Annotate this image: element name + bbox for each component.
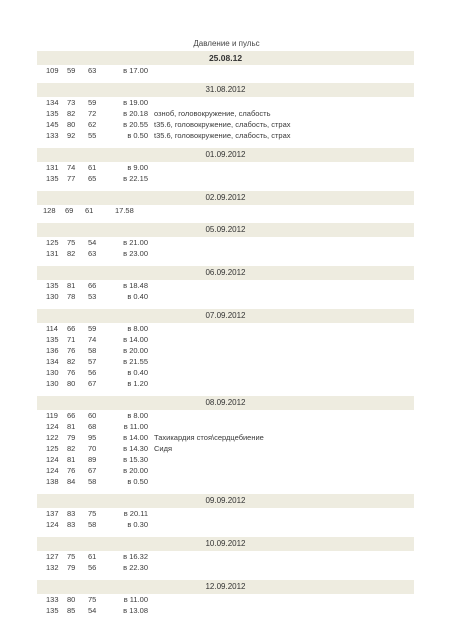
measurement-row bbox=[37, 378, 414, 389]
systolic-value: 136 bbox=[46, 346, 59, 355]
section-gap bbox=[37, 487, 414, 494]
time-value: в 14.30 bbox=[123, 444, 148, 453]
measurement-row bbox=[37, 508, 414, 519]
pulse-value: 61 bbox=[85, 206, 94, 215]
note-text: t35.6, головокружение, слабость, страх bbox=[154, 131, 291, 140]
diastolic-value: 69 bbox=[65, 206, 74, 215]
time-value: в 18.48 bbox=[123, 281, 148, 290]
diastolic-value: 85 bbox=[67, 606, 76, 615]
diastolic-value: 80 bbox=[67, 379, 76, 388]
section-gap bbox=[37, 530, 414, 537]
section-gap bbox=[37, 184, 414, 191]
diastolic-value: 76 bbox=[67, 346, 76, 355]
pulse-value: 58 bbox=[88, 346, 97, 355]
measurement-row bbox=[37, 291, 414, 302]
pulse-value: 75 bbox=[88, 509, 97, 518]
diastolic-value: 77 bbox=[67, 174, 76, 183]
measurement-row bbox=[37, 280, 414, 291]
pulse-value: 56 bbox=[88, 563, 97, 572]
time-value: в 19.00 bbox=[123, 98, 148, 107]
note-text: Тахикардия стоя\сердцебиение bbox=[154, 433, 264, 442]
section-gap bbox=[37, 216, 414, 223]
pulse-value: 63 bbox=[88, 249, 97, 258]
time-value: в 20.00 bbox=[123, 466, 148, 475]
pulse-value: 65 bbox=[88, 174, 97, 183]
time-value: в 22.15 bbox=[123, 174, 148, 183]
measurement-row bbox=[37, 476, 414, 487]
time-value: в 9.00 bbox=[127, 163, 148, 172]
systolic-value: 130 bbox=[46, 379, 59, 388]
systolic-value: 109 bbox=[46, 66, 59, 75]
systolic-value: 130 bbox=[46, 368, 59, 377]
diastolic-value: 82 bbox=[67, 357, 76, 366]
time-value: в 11.00 bbox=[123, 422, 148, 431]
measurement-row bbox=[37, 108, 414, 119]
time-value: в 0.30 bbox=[127, 520, 148, 529]
pulse-value: 63 bbox=[88, 66, 97, 75]
section-gap bbox=[37, 259, 414, 266]
measurement-row bbox=[37, 562, 414, 573]
diastolic-value: 74 bbox=[67, 163, 76, 172]
pulse-value: 72 bbox=[88, 109, 97, 118]
systolic-value: 138 bbox=[46, 477, 59, 486]
systolic-value: 145 bbox=[46, 120, 59, 129]
diastolic-value: 79 bbox=[67, 563, 76, 572]
time-value: в 20.11 bbox=[123, 509, 148, 518]
pulse-value: 95 bbox=[88, 433, 97, 442]
diastolic-value: 66 bbox=[67, 411, 76, 420]
systolic-value: 114 bbox=[46, 324, 58, 333]
systolic-value: 128 bbox=[43, 206, 56, 215]
diastolic-value: 82 bbox=[67, 109, 76, 118]
pulse-value: 54 bbox=[88, 606, 97, 615]
measurement-row bbox=[37, 551, 414, 562]
time-value: в 20.18 bbox=[123, 109, 148, 118]
time-value: в 21.55 bbox=[123, 357, 148, 366]
diastolic-value: 59 bbox=[67, 66, 76, 75]
diastolic-value: 80 bbox=[67, 120, 76, 129]
diastolic-value: 81 bbox=[67, 281, 76, 290]
diastolic-value: 83 bbox=[67, 520, 76, 529]
measurement-row bbox=[37, 173, 414, 184]
diastolic-value: 82 bbox=[67, 249, 76, 258]
date-header: 02.09.2012 bbox=[37, 191, 414, 205]
time-value: в 22.30 bbox=[123, 563, 148, 572]
pulse-value: 54 bbox=[88, 238, 97, 247]
diastolic-value: 82 bbox=[67, 444, 76, 453]
measurement-row bbox=[37, 594, 414, 605]
section-gap bbox=[37, 389, 414, 396]
measurement-row bbox=[37, 367, 414, 378]
diastolic-value: 83 bbox=[67, 509, 76, 518]
systolic-value: 131 bbox=[46, 249, 59, 258]
pulse-value: 56 bbox=[88, 368, 97, 377]
systolic-value: 124 bbox=[46, 520, 59, 529]
systolic-value: 135 bbox=[46, 281, 59, 290]
systolic-value: 124 bbox=[46, 455, 59, 464]
diastolic-value: 75 bbox=[67, 238, 76, 247]
pulse-value: 89 bbox=[88, 455, 97, 464]
pulse-value: 57 bbox=[88, 357, 97, 366]
systolic-value: 135 bbox=[46, 109, 59, 118]
time-value: в 17.00 bbox=[123, 66, 148, 75]
measurement-row bbox=[37, 519, 414, 530]
measurement-row bbox=[37, 130, 414, 141]
pulse-value: 67 bbox=[88, 379, 97, 388]
note-text: t35.6, головокружение, слабость, страх bbox=[154, 120, 291, 129]
section-gap bbox=[37, 302, 414, 309]
diastolic-value: 81 bbox=[67, 422, 76, 431]
pulse-value: 58 bbox=[88, 520, 97, 529]
date-header: 07.09.2012 bbox=[37, 309, 414, 323]
diastolic-value: 66 bbox=[67, 324, 76, 333]
time-value: в 8.00 bbox=[127, 324, 148, 333]
diastolic-value: 76 bbox=[67, 466, 76, 475]
diastolic-value: 71 bbox=[67, 335, 76, 344]
time-value: 17.58 bbox=[115, 206, 134, 215]
systolic-value: 133 bbox=[46, 595, 59, 604]
date-header: 09.09.2012 bbox=[37, 494, 414, 508]
systolic-value: 134 bbox=[46, 98, 59, 107]
date-header: 08.09.2012 bbox=[37, 396, 414, 410]
pulse-value: 59 bbox=[88, 324, 97, 333]
measurement-row bbox=[37, 454, 414, 465]
time-value: в 14.00 bbox=[123, 433, 148, 442]
systolic-value: 125 bbox=[46, 238, 59, 247]
systolic-value: 135 bbox=[46, 335, 59, 344]
pulse-value: 61 bbox=[88, 163, 97, 172]
time-value: в 16.32 bbox=[123, 552, 148, 561]
systolic-value: 135 bbox=[46, 606, 59, 615]
note-text: озноб, головокружение, слабость bbox=[154, 109, 271, 118]
diastolic-value: 79 bbox=[67, 433, 76, 442]
date-header: 12.09.2012 bbox=[37, 580, 414, 594]
date-header: 31.08.2012 bbox=[37, 83, 414, 97]
measurement-row bbox=[37, 65, 414, 76]
pulse-value: 58 bbox=[88, 477, 97, 486]
pulse-value: 68 bbox=[88, 422, 97, 431]
measurement-row bbox=[37, 334, 414, 345]
pulse-value: 66 bbox=[88, 281, 97, 290]
measurement-row bbox=[37, 323, 414, 334]
diastolic-value: 76 bbox=[67, 368, 76, 377]
section-gap bbox=[37, 76, 414, 83]
measurement-row bbox=[37, 465, 414, 476]
diastolic-value: 80 bbox=[67, 595, 76, 604]
measurement-row bbox=[37, 421, 414, 432]
systolic-value: 125 bbox=[46, 444, 59, 453]
measurements-table bbox=[37, 51, 414, 616]
systolic-value: 124 bbox=[46, 466, 59, 475]
systolic-value: 124 bbox=[46, 422, 59, 431]
time-value: в 0.50 bbox=[127, 131, 148, 140]
systolic-value: 127 bbox=[46, 552, 59, 561]
time-value: в 11.00 bbox=[123, 595, 148, 604]
measurement-row bbox=[37, 162, 414, 173]
diastolic-value: 78 bbox=[67, 292, 76, 301]
pulse-value: 55 bbox=[88, 131, 97, 140]
section-gap bbox=[37, 573, 414, 580]
time-value: в 0.50 bbox=[127, 477, 148, 486]
measurement-row bbox=[37, 605, 414, 616]
diastolic-value: 73 bbox=[67, 98, 76, 107]
time-value: в 13.08 bbox=[123, 606, 148, 615]
pulse-value: 60 bbox=[88, 411, 97, 420]
section-gap bbox=[37, 141, 414, 148]
diastolic-value: 92 bbox=[67, 131, 76, 140]
systolic-value: 131 bbox=[46, 163, 59, 172]
systolic-value: 132 bbox=[46, 563, 59, 572]
time-value: в 20.55 bbox=[123, 120, 148, 129]
systolic-value: 130 bbox=[46, 292, 59, 301]
pulse-value: 67 bbox=[88, 466, 97, 475]
systolic-value: 119 bbox=[46, 411, 58, 420]
date-header: 05.09.2012 bbox=[37, 223, 414, 237]
measurement-row bbox=[37, 119, 414, 130]
document-title: Давление и пульс bbox=[193, 39, 260, 48]
systolic-value: 135 bbox=[46, 174, 59, 183]
diastolic-value: 81 bbox=[67, 455, 76, 464]
measurement-row bbox=[37, 443, 414, 454]
measurement-row bbox=[37, 432, 414, 443]
measurement-row bbox=[37, 410, 414, 421]
pulse-value: 75 bbox=[88, 595, 97, 604]
time-value: в 1.20 bbox=[127, 379, 148, 388]
date-header: 01.09.2012 bbox=[37, 148, 414, 162]
date-header: 06.09.2012 bbox=[37, 266, 414, 280]
pulse-value: 62 bbox=[88, 120, 97, 129]
time-value: в 15.30 bbox=[123, 455, 148, 464]
date-header: 10.09.2012 bbox=[37, 537, 414, 551]
pulse-value: 70 bbox=[88, 444, 97, 453]
note-text: Сидя bbox=[154, 444, 173, 453]
systolic-value: 133 bbox=[46, 131, 59, 140]
diastolic-value: 75 bbox=[67, 552, 76, 561]
measurement-row bbox=[37, 237, 414, 248]
time-value: в 23.00 bbox=[123, 249, 148, 258]
measurement-row bbox=[37, 97, 414, 108]
time-value: в 20.00 bbox=[123, 346, 148, 355]
time-value: в 14.00 bbox=[123, 335, 148, 344]
pulse-value: 53 bbox=[88, 292, 97, 301]
pulse-value: 74 bbox=[88, 335, 97, 344]
time-value: в 8.00 bbox=[127, 411, 148, 420]
diastolic-value: 84 bbox=[67, 477, 76, 486]
date-header: 25.08.12 bbox=[37, 51, 414, 65]
time-value: в 0.40 bbox=[127, 292, 148, 301]
time-value: в 0.40 bbox=[127, 368, 148, 377]
pulse-value: 59 bbox=[88, 98, 97, 107]
measurement-row bbox=[37, 205, 414, 216]
systolic-value: 122 bbox=[46, 433, 59, 442]
measurement-row bbox=[37, 345, 414, 356]
time-value: в 21.00 bbox=[123, 238, 148, 247]
measurement-row bbox=[37, 248, 414, 259]
measurement-row bbox=[37, 356, 414, 367]
systolic-value: 137 bbox=[46, 509, 59, 518]
pulse-value: 61 bbox=[88, 552, 97, 561]
systolic-value: 134 bbox=[46, 357, 59, 366]
